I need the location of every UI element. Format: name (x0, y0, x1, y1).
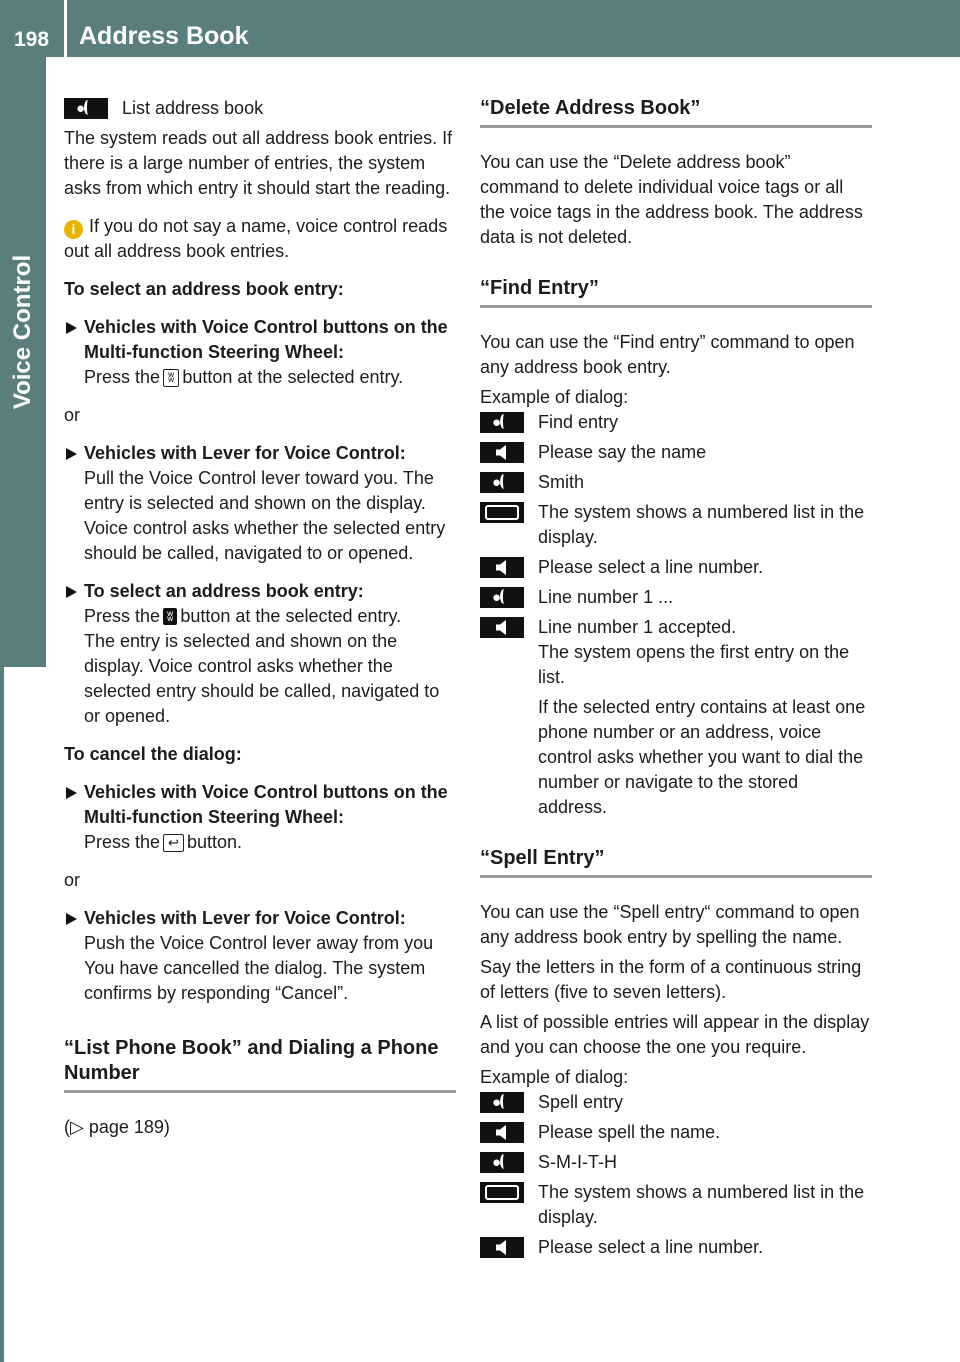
section-title: “Delete Address Book” (480, 96, 872, 128)
dialog-row: Please say the name (480, 440, 872, 465)
user-speaks-icon: ● (64, 96, 122, 121)
voice-button-icon: ʬ (163, 608, 177, 625)
dialog-row: Please select a line number. (480, 555, 872, 580)
section-heading: To select an address book entry: (64, 279, 344, 299)
section-title: “List Phone Book” and Dialing a Phone Number (64, 1036, 456, 1093)
system-speaks-icon (480, 555, 538, 580)
dialog-row: Please spell the name. (480, 1120, 872, 1145)
info-icon: i (64, 220, 83, 239)
paragraph: Say the letters in the form of a continuous string of letters (five to seven letters). (480, 957, 862, 1002)
system-speaks-icon (480, 440, 538, 465)
back-button-icon: ↩ (163, 834, 184, 852)
dialog-row: ● Find entry (480, 410, 872, 435)
section-title: “Find Entry” (480, 276, 872, 308)
header-divider (64, 0, 67, 57)
dialog-row: Please select a line number. (480, 1235, 872, 1260)
step: Vehicles with Voice Control buttons on the Multi-function Steering Wheel: Press the ʬ button at the selected entry. (64, 315, 456, 390)
user-speaks-icon: ● (480, 410, 538, 435)
paragraph: You can use the “Spell entry“ command to open any address book entry by spelling the name. (480, 902, 860, 947)
dialog-row: The system shows a numbered list in the display. (480, 500, 872, 550)
system-speaks-icon (480, 615, 538, 640)
page-reference: (▷ page 189) (64, 1117, 170, 1137)
page-number: 198 (14, 28, 50, 51)
paragraph: You can use the “Delete address book” command to delete individual voice tags or all the voice tags in the address book. The address data is not deleted. (480, 152, 863, 247)
paragraph: A list of possible entries will appear in the display and you can choose the one you require. (480, 1012, 870, 1057)
step: Vehicles with Voice Control buttons on the Multi-function Steering Wheel: Press the ↩ button. (64, 780, 456, 855)
section-title: “Spell Entry” (480, 846, 872, 878)
left-column (64, 96, 456, 1153)
step-arrow-icon (66, 787, 77, 799)
system-speaks-icon (480, 1120, 538, 1145)
dialog-row: ● Smith (480, 470, 872, 495)
step-arrow-icon (66, 586, 77, 598)
dialog-row: ● Line number 1 ... (480, 585, 872, 610)
step-arrow-icon (66, 448, 77, 460)
dialog-row (64, 96, 456, 121)
list-command: List address book (122, 98, 264, 118)
display-icon (480, 500, 538, 525)
user-speaks-icon: ● (480, 1150, 538, 1175)
voice-button-icon: ʬ (163, 369, 179, 387)
user-speaks-icon: ● (480, 585, 538, 610)
info-note: i If you do not say a name, voice control reads out all address book entries. (64, 216, 448, 261)
dialog-row: ● Spell entry (480, 1090, 872, 1115)
page-title: Address Book (79, 22, 249, 50)
user-speaks-icon: ● (480, 470, 538, 495)
or-text: or (64, 405, 81, 425)
user-speaks-icon: ● (480, 1090, 538, 1115)
dialog-row: The system shows a numbered list in the display. (480, 1180, 872, 1230)
dialog-row: ● S-M-I-T-H (480, 1150, 872, 1175)
side-tab-label: Voice Control (9, 254, 36, 410)
right-column (480, 96, 872, 1265)
system-speaks-icon (480, 1235, 538, 1260)
section-heading: To cancel the dialog: (64, 744, 242, 764)
or-text: or (64, 870, 81, 890)
step: Vehicles with Lever for Voice Control: Pull the Voice Control lever toward you. The entry is selected and shown on the display. Voice control asks whether the selected entry should be called, navigated to or opened. (64, 441, 456, 566)
step-arrow-icon (66, 913, 77, 925)
example-label: Example of dialog: (480, 387, 629, 407)
display-icon (480, 1180, 538, 1205)
step: To select an address book entry: Press the ʬ button at the selected entry. The entry is selected and shown on the display. Voice control asks whether the selected entry should be called, navigated to or opened. (64, 579, 456, 729)
paragraph: The system reads out all address book entries. If there is a large number of entries, the system asks from which entry it should start the reading. (64, 128, 453, 198)
step: Vehicles with Lever for Voice Control: Push the Voice Control lever away from you You have cancelled the dialog. The system confirms by responding “Cancel”. (64, 906, 456, 1006)
example-label: Example of dialog: (480, 1067, 629, 1087)
paragraph: You can use the “Find entry” command to open any address book entry. (480, 332, 855, 377)
step-arrow-icon (66, 322, 77, 334)
dialog-row: Line number 1 accepted. The system opens the first entry on the list. If the selected entry contains at least one phone number or an address, voice control asks whether you want to dial the number or navigate to the stored address. (480, 615, 872, 820)
